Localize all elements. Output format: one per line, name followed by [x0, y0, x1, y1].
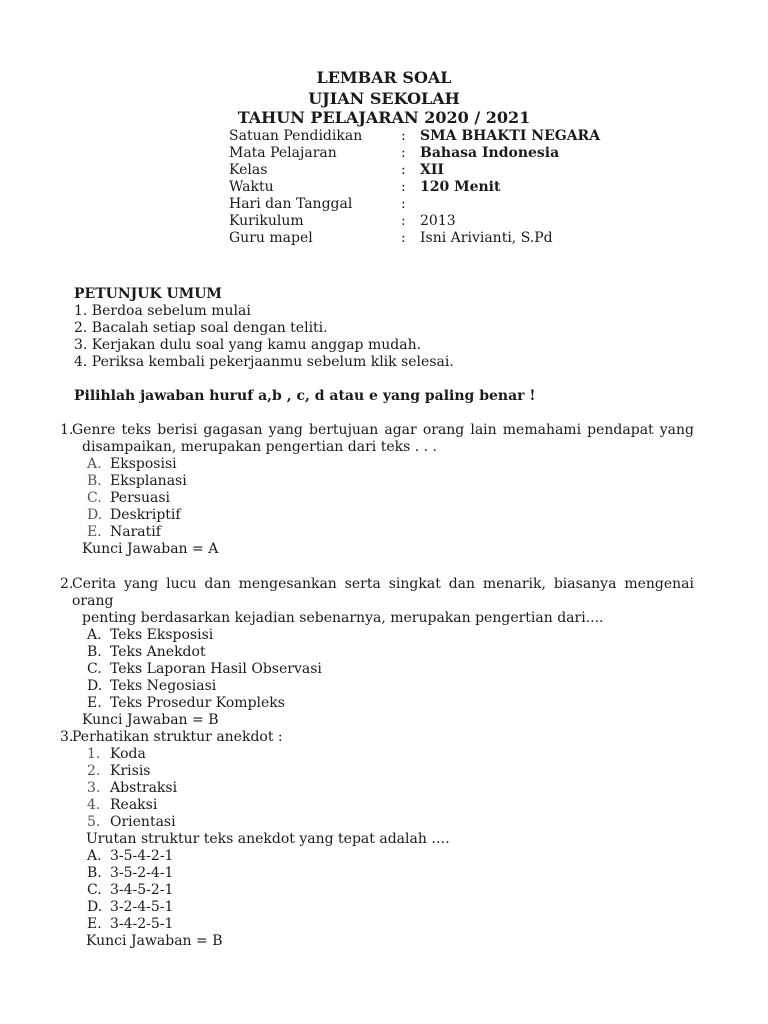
question-text	[72, 576, 694, 627]
structure-item-1	[60, 746, 694, 763]
doc-title-line2: UJIAN SEKOLAH	[308, 89, 460, 108]
option-text: Teks Laporan Hasil Observasi	[110, 661, 322, 677]
option-text: 3-5-4-2-1	[110, 848, 174, 864]
item-number: 4.	[87, 797, 101, 813]
option-letter: E.	[87, 695, 102, 711]
option-letter: B.	[87, 865, 102, 881]
answer-option-a	[60, 456, 694, 473]
option-text: Teks Eksposisi	[110, 627, 214, 643]
instruction-item: 3. Kerjakan dulu soal yang kamu anggap mudah.	[74, 337, 422, 353]
option-letter: C.	[87, 661, 102, 677]
structure-item-5	[60, 814, 694, 831]
option-text: Teks Prosedur Kompleks	[110, 695, 285, 711]
question-number: 1.	[60, 422, 74, 438]
answer-option-a	[60, 627, 694, 644]
info-row-mapel	[229, 145, 629, 162]
info-colon: :	[401, 145, 406, 161]
choose-answer-prompt: Pilihlah jawaban huruf a,b , c, d atau e yang paling benar !	[74, 388, 536, 404]
option-letter: C.	[87, 490, 102, 506]
item-text: Krisis	[110, 763, 151, 779]
structure-item-2	[60, 763, 694, 780]
info-row-satuan	[229, 128, 629, 145]
info-colon: :	[401, 213, 406, 229]
info-value: Isni Arivianti, S.Pd	[420, 230, 553, 246]
option-text: 3-5-2-4-1	[110, 865, 174, 881]
info-label: Mata Pelajaran	[229, 145, 337, 161]
option-text: Persuasi	[110, 490, 170, 506]
item-text: Abstraksi	[110, 780, 178, 796]
option-text: Teks Anekdot	[110, 644, 206, 660]
info-row-kurikulum	[229, 213, 629, 230]
answer-option-c	[60, 661, 694, 678]
question-text-line: Genre teks berisi gagasan yang bertujuan agar orang lain memahami pendapat yang	[72, 422, 694, 438]
option-letter: E.	[87, 916, 102, 932]
option-text: 3-4-5-2-1	[110, 882, 174, 898]
instruction-item: 4. Periksa kembali pekerjaanmu sebelum klik selesai.	[74, 354, 454, 370]
item-text: Koda	[110, 746, 146, 762]
item-text: Reaksi	[110, 797, 158, 813]
answer-option-e	[60, 524, 694, 541]
option-letter: D.	[87, 899, 103, 915]
info-label: Kelas	[229, 162, 268, 178]
info-colon: :	[401, 196, 406, 212]
answer-option-c	[60, 490, 694, 507]
info-row-hari	[229, 196, 629, 213]
option-letter: D.	[87, 507, 103, 523]
option-text: Teks Negosiasi	[110, 678, 217, 694]
item-text: Orientasi	[110, 814, 176, 830]
item-number: 5.	[87, 814, 101, 830]
option-text: Eksposisi	[110, 456, 177, 472]
exam-info-table	[229, 128, 629, 247]
question-text	[72, 422, 694, 456]
answer-key: Kunci Jawaban = B	[86, 933, 223, 949]
option-letter: B.	[87, 644, 102, 660]
instruction-item: 2. Bacalah setiap soal dengan teliti.	[74, 320, 328, 336]
item-number: 1.	[87, 746, 101, 762]
option-text: Naratif	[110, 524, 161, 540]
option-letter: A.	[87, 848, 102, 864]
question-prompt: Urutan struktur teks anekdot yang tepat adalah ….	[86, 831, 450, 847]
question-text	[72, 729, 694, 746]
info-label: Waktu	[229, 179, 274, 195]
question-number: 2.	[60, 576, 74, 592]
option-letter: D.	[87, 678, 103, 694]
doc-title-line3: TAHUN PELAJARAN 2020 / 2021	[237, 108, 531, 127]
option-text: 3-4-2-5-1	[110, 916, 174, 932]
info-colon: :	[401, 179, 406, 195]
answer-option-b	[60, 865, 694, 882]
item-number: 2.	[87, 763, 101, 779]
question-text-line: Perhatikan struktur anekdot :	[72, 729, 283, 745]
question-3	[60, 729, 694, 950]
info-value: Bahasa Indonesia	[420, 145, 560, 161]
answer-option-d	[60, 678, 694, 695]
info-row-waktu	[229, 179, 629, 196]
instructions-heading: PETUNJUK UMUM	[74, 286, 222, 302]
answer-key: Kunci Jawaban = A	[82, 541, 219, 557]
item-number: 3.	[87, 780, 101, 796]
question-2	[60, 576, 694, 729]
info-value: 120 Menit	[420, 179, 501, 195]
answer-option-a	[60, 848, 694, 865]
answer-option-d	[60, 507, 694, 524]
info-colon: :	[401, 162, 406, 178]
info-label: Guru mapel	[229, 230, 313, 246]
doc-title-line1: LEMBAR SOAL	[316, 68, 452, 87]
option-letter: C.	[87, 882, 102, 898]
answer-key: Kunci Jawaban = B	[82, 712, 219, 728]
answer-option-c	[60, 882, 694, 899]
option-text: 3-2-4-5-1	[110, 899, 174, 915]
info-value: 2013	[420, 213, 456, 229]
info-label: Kurikulum	[229, 213, 304, 229]
question-text-line: penting berdasarkan kejadian sebenarnya, merupakan pengertian dari....	[82, 610, 604, 626]
general-instructions	[74, 286, 454, 371]
question-number: 3.	[60, 729, 74, 745]
option-letter: E.	[87, 524, 102, 540]
info-row-kelas	[229, 162, 629, 179]
question-1	[60, 422, 694, 558]
info-value: XII	[420, 162, 444, 178]
answer-option-e	[60, 695, 694, 712]
info-row-guru	[229, 230, 629, 247]
question-text-line: Cerita yang lucu dan mengesankan serta singkat dan menarik, biasanya mengenai orang	[72, 576, 694, 609]
question-text-line: disampaikan, merupakan pengertian dari teks . . .	[82, 439, 437, 455]
option-letter: B.	[87, 473, 102, 489]
answer-option-b	[60, 644, 694, 661]
info-colon: :	[401, 128, 406, 144]
option-letter: A.	[87, 627, 102, 643]
answer-option-b	[60, 473, 694, 490]
answer-option-d	[60, 899, 694, 916]
structure-item-3	[60, 780, 694, 797]
option-text: Eksplanasi	[110, 473, 187, 489]
info-label: Satuan Pendidikan	[229, 128, 363, 144]
instruction-item: 1. Berdoa sebelum mulai	[74, 303, 251, 319]
structure-item-4	[60, 797, 694, 814]
info-label: Hari dan Tanggal	[229, 196, 353, 212]
answer-option-e	[60, 916, 694, 933]
info-value: SMA BHAKTI NEGARA	[420, 128, 601, 144]
option-text: Deskriptif	[110, 507, 181, 523]
info-colon: :	[401, 230, 406, 246]
option-letter: A.	[87, 456, 102, 472]
